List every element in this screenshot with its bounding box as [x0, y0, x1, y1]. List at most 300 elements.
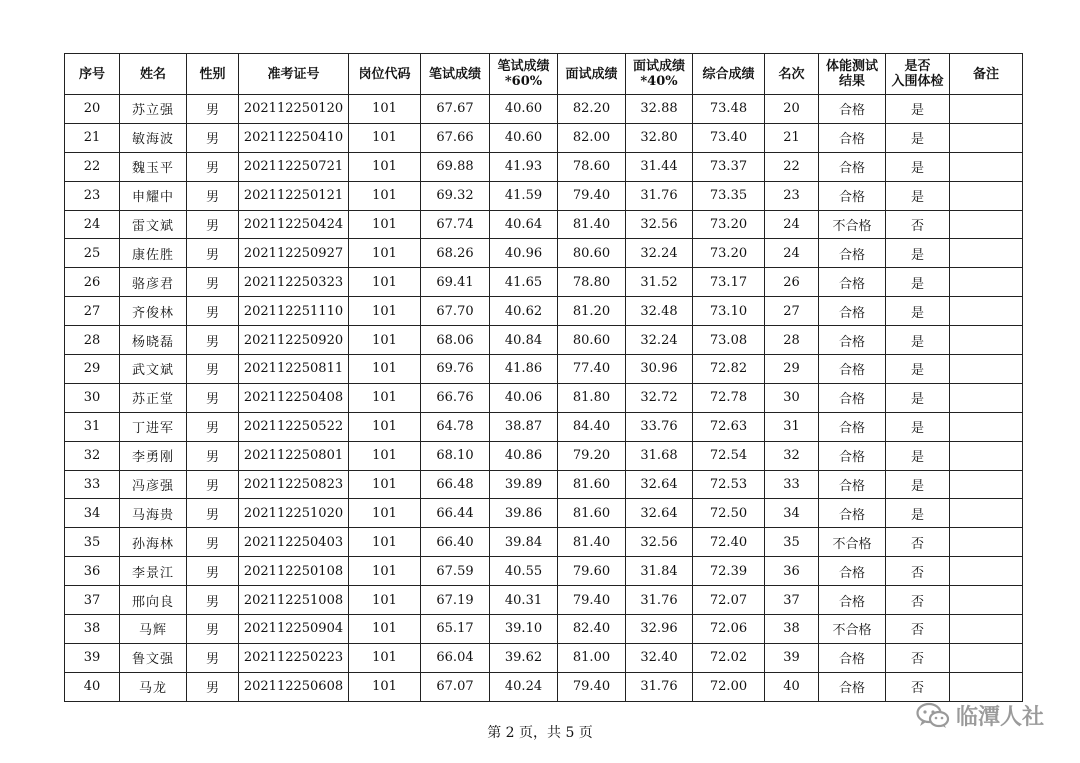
cell-total-score: 73.17	[693, 268, 765, 297]
cell-index: 25	[65, 239, 120, 268]
cell-written-weighted: 39.10	[490, 615, 558, 644]
cell-exam-id: 202112250608	[239, 672, 349, 701]
cell-gender: 男	[187, 239, 239, 268]
cell-gender: 男	[187, 123, 239, 152]
column-header: 准考证号	[239, 54, 349, 95]
cell-medical-check: 是	[886, 326, 950, 355]
cell-medical-check: 是	[886, 268, 950, 297]
cell-exam-id: 202112250920	[239, 326, 349, 355]
cell-gender: 男	[187, 586, 239, 615]
cell-name: 雷文斌	[120, 210, 187, 239]
cell-total-score: 73.08	[693, 326, 765, 355]
cell-interview-weighted: 32.64	[626, 499, 693, 528]
cell-written-weighted: 40.24	[490, 672, 558, 701]
table-row	[65, 383, 1023, 412]
cell-exam-id: 202112250823	[239, 470, 349, 499]
cell-exam-id: 202112250108	[239, 557, 349, 586]
cell-rank: 35	[765, 528, 819, 557]
cell-written-score: 66.76	[421, 383, 490, 412]
cell-gender: 男	[187, 181, 239, 210]
cell-interview-score: 84.40	[558, 412, 626, 441]
cell-medical-check: 是	[886, 123, 950, 152]
cell-post-code: 101	[349, 586, 421, 615]
cell-interview-weighted: 32.40	[626, 643, 693, 672]
cell-rank: 40	[765, 672, 819, 701]
table-row	[65, 672, 1023, 701]
cell-post-code: 101	[349, 499, 421, 528]
cell-remark	[950, 383, 1023, 412]
cell-written-score: 65.17	[421, 615, 490, 644]
cell-rank: 27	[765, 297, 819, 326]
cell-gender: 男	[187, 210, 239, 239]
table-row	[65, 239, 1023, 268]
cell-written-weighted: 41.93	[490, 152, 558, 181]
cell-medical-check: 是	[886, 383, 950, 412]
cell-name: 丁进军	[120, 412, 187, 441]
cell-medical-check: 否	[886, 586, 950, 615]
cell-written-score: 69.76	[421, 355, 490, 384]
cell-post-code: 101	[349, 95, 421, 124]
cell-remark	[950, 95, 1023, 124]
table-row	[65, 210, 1023, 239]
cell-exam-id: 202112251008	[239, 586, 349, 615]
cell-written-weighted: 40.60	[490, 95, 558, 124]
cell-interview-weighted: 32.24	[626, 326, 693, 355]
cell-written-weighted: 40.96	[490, 239, 558, 268]
cell-remark	[950, 499, 1023, 528]
cell-remark	[950, 412, 1023, 441]
cell-rank: 21	[765, 123, 819, 152]
cell-medical-check: 否	[886, 528, 950, 557]
cell-name: 魏玉平	[120, 152, 187, 181]
cell-exam-id: 202112250801	[239, 441, 349, 470]
cell-fitness-result: 合格	[819, 412, 886, 441]
cell-index: 30	[65, 383, 120, 412]
cell-index: 37	[65, 586, 120, 615]
cell-remark	[950, 528, 1023, 557]
cell-written-score: 69.88	[421, 152, 490, 181]
cell-remark	[950, 268, 1023, 297]
cell-exam-id: 202112250223	[239, 643, 349, 672]
cell-fitness-result: 不合格	[819, 615, 886, 644]
cell-total-score: 72.53	[693, 470, 765, 499]
cell-written-score: 66.04	[421, 643, 490, 672]
cell-gender: 男	[187, 383, 239, 412]
cell-gender: 男	[187, 95, 239, 124]
cell-interview-weighted: 31.68	[626, 441, 693, 470]
cell-name: 骆彦君	[120, 268, 187, 297]
cell-remark	[950, 152, 1023, 181]
cell-total-score: 73.48	[693, 95, 765, 124]
cell-exam-id: 202112250121	[239, 181, 349, 210]
cell-name: 邢向良	[120, 586, 187, 615]
cell-post-code: 101	[349, 355, 421, 384]
cell-gender: 男	[187, 297, 239, 326]
cell-interview-score: 82.40	[558, 615, 626, 644]
cell-interview-score: 80.60	[558, 239, 626, 268]
cell-interview-score: 78.80	[558, 268, 626, 297]
cell-post-code: 101	[349, 441, 421, 470]
cell-rank: 30	[765, 383, 819, 412]
cell-written-score: 67.70	[421, 297, 490, 326]
cell-fitness-result: 合格	[819, 557, 886, 586]
cell-written-score: 66.40	[421, 528, 490, 557]
cell-post-code: 101	[349, 615, 421, 644]
cell-medical-check: 否	[886, 643, 950, 672]
cell-index: 34	[65, 499, 120, 528]
cell-fitness-result: 合格	[819, 441, 886, 470]
cell-post-code: 101	[349, 297, 421, 326]
cell-fitness-result: 合格	[819, 297, 886, 326]
cell-name: 李景江	[120, 557, 187, 586]
cell-name: 苏立强	[120, 95, 187, 124]
cell-interview-score: 82.00	[558, 123, 626, 152]
cell-written-weighted: 38.87	[490, 412, 558, 441]
cell-written-weighted: 40.86	[490, 441, 558, 470]
cell-name: 杨晓磊	[120, 326, 187, 355]
cell-post-code: 101	[349, 326, 421, 355]
cell-written-score: 68.06	[421, 326, 490, 355]
cell-written-weighted: 40.55	[490, 557, 558, 586]
cell-interview-weighted: 32.48	[626, 297, 693, 326]
cell-medical-check: 是	[886, 297, 950, 326]
cell-fitness-result: 合格	[819, 95, 886, 124]
watermark	[916, 700, 1044, 731]
cell-post-code: 101	[349, 528, 421, 557]
column-header: 体能测试 结果	[819, 54, 886, 95]
cell-index: 23	[65, 181, 120, 210]
cell-post-code: 101	[349, 239, 421, 268]
cell-fitness-result: 合格	[819, 499, 886, 528]
cell-rank: 24	[765, 210, 819, 239]
cell-interview-weighted: 31.76	[626, 672, 693, 701]
watermark-text: 临潭人社	[955, 705, 1044, 730]
cell-written-score: 67.07	[421, 672, 490, 701]
cell-medical-check: 否	[886, 615, 950, 644]
table-body	[65, 95, 1023, 702]
cell-post-code: 101	[349, 643, 421, 672]
table-row	[65, 586, 1023, 615]
cell-medical-check: 是	[886, 181, 950, 210]
cell-exam-id: 202112250927	[239, 239, 349, 268]
cell-written-score: 69.32	[421, 181, 490, 210]
cell-gender: 男	[187, 499, 239, 528]
cell-total-score: 72.54	[693, 441, 765, 470]
cell-rank: 32	[765, 441, 819, 470]
table-row	[65, 615, 1023, 644]
results-table	[64, 53, 1023, 702]
cell-written-weighted: 40.64	[490, 210, 558, 239]
column-header: 岗位代码	[349, 54, 421, 95]
column-header: 笔试成绩	[421, 54, 490, 95]
cell-total-score: 73.40	[693, 123, 765, 152]
cell-medical-check: 是	[886, 470, 950, 499]
cell-medical-check: 否	[886, 557, 950, 586]
table-row	[65, 643, 1023, 672]
cell-index: 35	[65, 528, 120, 557]
cell-remark	[950, 586, 1023, 615]
cell-interview-score: 80.60	[558, 326, 626, 355]
cell-rank: 24	[765, 239, 819, 268]
cell-medical-check: 是	[886, 95, 950, 124]
cell-index: 31	[65, 412, 120, 441]
cell-interview-weighted: 31.76	[626, 586, 693, 615]
column-header: 性别	[187, 54, 239, 95]
cell-index: 21	[65, 123, 120, 152]
column-header: 面试成绩 *40%	[626, 54, 693, 95]
cell-interview-score: 79.20	[558, 441, 626, 470]
cell-exam-id: 202112251110	[239, 297, 349, 326]
cell-remark	[950, 297, 1023, 326]
cell-interview-weighted: 32.56	[626, 210, 693, 239]
cell-written-weighted: 39.84	[490, 528, 558, 557]
table-row	[65, 470, 1023, 499]
cell-interview-weighted: 31.52	[626, 268, 693, 297]
cell-post-code: 101	[349, 672, 421, 701]
wechat-icon	[916, 702, 950, 730]
cell-interview-score: 79.40	[558, 181, 626, 210]
cell-interview-weighted: 31.44	[626, 152, 693, 181]
cell-total-score: 72.02	[693, 643, 765, 672]
cell-gender: 男	[187, 470, 239, 499]
column-header: 面试成绩	[558, 54, 626, 95]
cell-post-code: 101	[349, 383, 421, 412]
cell-name: 马辉	[120, 615, 187, 644]
cell-interview-score: 81.60	[558, 470, 626, 499]
cell-total-score: 73.37	[693, 152, 765, 181]
cell-written-score: 66.48	[421, 470, 490, 499]
cell-index: 32	[65, 441, 120, 470]
cell-medical-check: 是	[886, 239, 950, 268]
cell-gender: 男	[187, 441, 239, 470]
cell-total-score: 72.00	[693, 672, 765, 701]
cell-written-score: 67.19	[421, 586, 490, 615]
cell-remark	[950, 672, 1023, 701]
cell-rank: 34	[765, 499, 819, 528]
cell-fitness-result: 合格	[819, 672, 886, 701]
cell-total-score: 72.82	[693, 355, 765, 384]
cell-interview-weighted: 32.80	[626, 123, 693, 152]
cell-post-code: 101	[349, 210, 421, 239]
cell-exam-id: 202112250721	[239, 152, 349, 181]
cell-total-score: 72.06	[693, 615, 765, 644]
cell-name: 苏正堂	[120, 383, 187, 412]
cell-index: 20	[65, 95, 120, 124]
cell-written-score: 67.67	[421, 95, 490, 124]
cell-index: 27	[65, 297, 120, 326]
cell-remark	[950, 210, 1023, 239]
cell-name: 鲁文强	[120, 643, 187, 672]
cell-index: 28	[65, 326, 120, 355]
cell-fitness-result: 合格	[819, 123, 886, 152]
cell-interview-score: 81.20	[558, 297, 626, 326]
table-row	[65, 355, 1023, 384]
cell-post-code: 101	[349, 152, 421, 181]
cell-written-weighted: 40.62	[490, 297, 558, 326]
column-header: 笔试成绩 *60%	[490, 54, 558, 95]
cell-interview-weighted: 32.88	[626, 95, 693, 124]
table-row	[65, 499, 1023, 528]
table-header	[65, 54, 1023, 95]
cell-written-score: 68.26	[421, 239, 490, 268]
cell-total-score: 72.78	[693, 383, 765, 412]
cell-exam-id: 202112250408	[239, 383, 349, 412]
cell-index: 22	[65, 152, 120, 181]
cell-interview-score: 81.40	[558, 528, 626, 557]
cell-gender: 男	[187, 672, 239, 701]
cell-written-weighted: 39.86	[490, 499, 558, 528]
cell-gender: 男	[187, 152, 239, 181]
column-header: 备注	[950, 54, 1023, 95]
cell-rank: 23	[765, 181, 819, 210]
cell-post-code: 101	[349, 412, 421, 441]
cell-name: 康佐胜	[120, 239, 187, 268]
cell-rank: 28	[765, 326, 819, 355]
cell-fitness-result: 合格	[819, 152, 886, 181]
cell-written-score: 64.78	[421, 412, 490, 441]
cell-name: 孙海林	[120, 528, 187, 557]
cell-interview-weighted: 32.24	[626, 239, 693, 268]
cell-fitness-result: 合格	[819, 181, 886, 210]
cell-written-score: 67.59	[421, 557, 490, 586]
cell-index: 40	[65, 672, 120, 701]
cell-interview-score: 79.40	[558, 586, 626, 615]
cell-rank: 39	[765, 643, 819, 672]
cell-index: 39	[65, 643, 120, 672]
header-row	[65, 54, 1023, 95]
cell-interview-score: 79.60	[558, 557, 626, 586]
column-header: 综合成绩	[693, 54, 765, 95]
cell-gender: 男	[187, 268, 239, 297]
cell-total-score: 72.50	[693, 499, 765, 528]
cell-written-weighted: 41.65	[490, 268, 558, 297]
cell-interview-weighted: 32.96	[626, 615, 693, 644]
cell-written-score: 66.44	[421, 499, 490, 528]
cell-written-weighted: 39.89	[490, 470, 558, 499]
cell-total-score: 73.35	[693, 181, 765, 210]
cell-interview-score: 79.40	[558, 672, 626, 701]
cell-fitness-result: 合格	[819, 383, 886, 412]
cell-index: 29	[65, 355, 120, 384]
cell-written-weighted: 40.60	[490, 123, 558, 152]
cell-written-weighted: 40.31	[490, 586, 558, 615]
cell-interview-weighted: 32.72	[626, 383, 693, 412]
table-row	[65, 326, 1023, 355]
cell-name: 冯彦强	[120, 470, 187, 499]
cell-medical-check: 是	[886, 499, 950, 528]
cell-medical-check: 否	[886, 210, 950, 239]
cell-remark	[950, 123, 1023, 152]
cell-name: 齐俊林	[120, 297, 187, 326]
cell-gender: 男	[187, 326, 239, 355]
cell-interview-weighted: 32.56	[626, 528, 693, 557]
cell-total-score: 73.10	[693, 297, 765, 326]
table-row	[65, 123, 1023, 152]
cell-name: 敏海波	[120, 123, 187, 152]
cell-written-score: 67.74	[421, 210, 490, 239]
cell-rank: 37	[765, 586, 819, 615]
cell-index: 38	[65, 615, 120, 644]
cell-interview-weighted: 30.96	[626, 355, 693, 384]
cell-fitness-result: 合格	[819, 268, 886, 297]
cell-written-score: 68.10	[421, 441, 490, 470]
cell-interview-score: 81.40	[558, 210, 626, 239]
cell-interview-weighted: 32.64	[626, 470, 693, 499]
cell-written-weighted: 40.06	[490, 383, 558, 412]
cell-medical-check: 是	[886, 412, 950, 441]
table-row	[65, 528, 1023, 557]
cell-interview-score: 77.40	[558, 355, 626, 384]
cell-total-score: 73.20	[693, 210, 765, 239]
table-row	[65, 181, 1023, 210]
cell-rank: 33	[765, 470, 819, 499]
cell-interview-weighted: 33.76	[626, 412, 693, 441]
cell-medical-check: 否	[886, 672, 950, 701]
cell-interview-score: 78.60	[558, 152, 626, 181]
cell-exam-id: 202112250522	[239, 412, 349, 441]
column-header: 序号	[65, 54, 120, 95]
cell-exam-id: 202112251020	[239, 499, 349, 528]
cell-post-code: 101	[349, 268, 421, 297]
cell-exam-id: 202112250403	[239, 528, 349, 557]
cell-post-code: 101	[349, 470, 421, 499]
table-row	[65, 95, 1023, 124]
cell-interview-score: 81.60	[558, 499, 626, 528]
cell-rank: 22	[765, 152, 819, 181]
cell-medical-check: 是	[886, 152, 950, 181]
column-header: 是否 入围体检	[886, 54, 950, 95]
cell-remark	[950, 470, 1023, 499]
cell-written-weighted: 40.84	[490, 326, 558, 355]
column-header: 名次	[765, 54, 819, 95]
table-row	[65, 557, 1023, 586]
cell-fitness-result: 合格	[819, 470, 886, 499]
cell-fitness-result: 合格	[819, 586, 886, 615]
cell-remark	[950, 557, 1023, 586]
table-row	[65, 441, 1023, 470]
table-row	[65, 412, 1023, 441]
cell-rank: 36	[765, 557, 819, 586]
cell-gender: 男	[187, 557, 239, 586]
cell-interview-score: 81.80	[558, 383, 626, 412]
page-number: 第 2 页，共 5 页	[487, 725, 593, 741]
cell-remark	[950, 441, 1023, 470]
cell-exam-id: 202112250120	[239, 95, 349, 124]
cell-rank: 20	[765, 95, 819, 124]
cell-name: 马海贵	[120, 499, 187, 528]
cell-index: 26	[65, 268, 120, 297]
cell-post-code: 101	[349, 123, 421, 152]
cell-written-weighted: 41.86	[490, 355, 558, 384]
cell-fitness-result: 不合格	[819, 528, 886, 557]
cell-remark	[950, 239, 1023, 268]
cell-name: 李勇刚	[120, 441, 187, 470]
cell-gender: 男	[187, 615, 239, 644]
cell-exam-id: 202112250410	[239, 123, 349, 152]
cell-name: 马龙	[120, 672, 187, 701]
cell-remark	[950, 181, 1023, 210]
cell-written-weighted: 39.62	[490, 643, 558, 672]
cell-fitness-result: 合格	[819, 355, 886, 384]
cell-remark	[950, 355, 1023, 384]
cell-exam-id: 202112250904	[239, 615, 349, 644]
column-header: 姓名	[120, 54, 187, 95]
cell-gender: 男	[187, 412, 239, 441]
table-row	[65, 152, 1023, 181]
table-row	[65, 268, 1023, 297]
cell-exam-id: 202112250424	[239, 210, 349, 239]
cell-written-score: 67.66	[421, 123, 490, 152]
